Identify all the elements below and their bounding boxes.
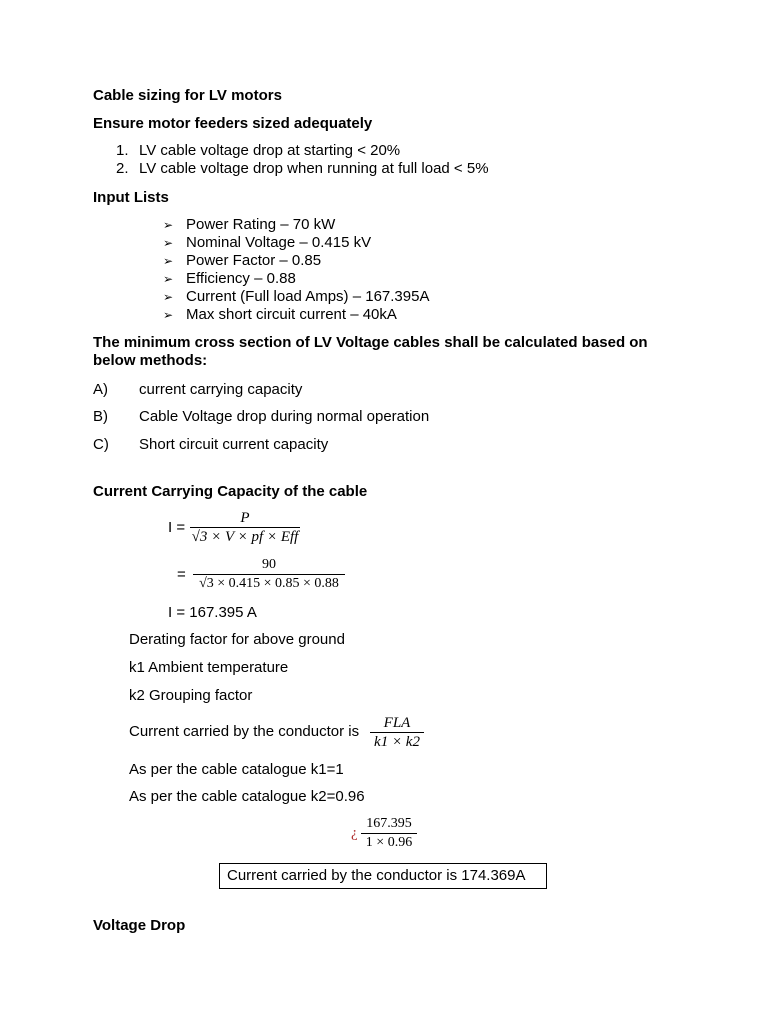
voltage-drop-heading: Voltage Drop [93, 917, 186, 934]
result-box: Current carried by the conductor is 174.369A [219, 863, 547, 889]
criteria-text: LV cable voltage drop when running at full load < 5% [139, 160, 489, 177]
method-letter: A) [93, 381, 108, 398]
input-item-text: Power Rating – 70 kW [186, 216, 336, 233]
fraction-bar [193, 574, 345, 575]
input-item-text: Nominal Voltage – 0.415 kV [186, 234, 372, 251]
formula1-lhs: I = [168, 519, 186, 536]
arrow-bullet-icon: ➢ [163, 290, 174, 304]
arrow-bullet-icon: ➢ [163, 272, 174, 286]
formula2-denominator: √3 × 0.415 × 0.85 × 0.88 [199, 576, 339, 591]
arrow-bullet-icon: ➢ [163, 218, 174, 232]
k2-label: k2 Grouping factor [129, 687, 253, 704]
methods-heading-line2: below methods: [93, 352, 208, 369]
conductor-denominator: k1 × k2 [374, 734, 420, 750]
arrow-bullet-icon: ➢ [163, 254, 174, 268]
formula2-fraction [193, 557, 345, 592]
formula3-denominator: 1 × 0.96 [365, 835, 413, 850]
fraction-bar [361, 833, 417, 834]
input-item-text: Power Factor – 0.85 [186, 252, 322, 269]
formula1-numerator: P [240, 510, 250, 526]
result-current: I = 167.395 A [168, 604, 257, 621]
method-text: Short circuit current capacity [139, 436, 329, 453]
formula2-numerator: 90 [262, 557, 276, 572]
k1-label: k1 Ambient temperature [129, 659, 289, 676]
method-letter: B) [93, 408, 108, 425]
k1-value: As per the cable catalogue k1=1 [129, 761, 344, 778]
fraction-bar [370, 732, 424, 733]
criteria-number: 2. [116, 160, 129, 177]
formula3-numerator: 167.395 [366, 816, 412, 831]
formula1-denominator: √3 × V × pf × Eff [191, 529, 299, 545]
criteria-number: 1. [116, 142, 129, 159]
input-item-text: Max short circuit current – 40kA [186, 306, 397, 323]
derating-heading: Derating factor for above ground [129, 631, 345, 648]
conductor-formula-text: Current carried by the conductor is [129, 723, 360, 740]
k2-value: As per the cable catalogue k2=0.96 [129, 788, 365, 805]
conductor-formula-fraction [370, 715, 424, 750]
formula3-prefix: ¿ [351, 825, 358, 841]
input-lists-heading: Input Lists [93, 189, 169, 206]
methods-heading-line1: The minimum cross section of LV Voltage cables shall be calculated based on [93, 334, 648, 351]
input-item-text: Efficiency – 0.88 [186, 270, 296, 287]
arrow-bullet-icon: ➢ [163, 236, 174, 250]
formula3-fraction [361, 816, 417, 851]
fraction-bar [190, 527, 300, 528]
document-title: Cable sizing for LV motors [93, 87, 282, 104]
formula2-lhs: = [177, 566, 186, 583]
method-text: Cable Voltage drop during normal operation [139, 408, 430, 425]
input-item-text: Current (Full load Amps) – 167.395A [186, 288, 430, 305]
method-text: current carrying capacity [139, 381, 303, 398]
subtitle: Ensure motor feeders sized adequately [93, 115, 373, 132]
formula1-fraction [190, 510, 300, 545]
ccc-heading: Current Carrying Capacity of the cable [93, 483, 368, 500]
criteria-text: LV cable voltage drop at starting < 20% [139, 142, 401, 159]
conductor-numerator: FLA [383, 715, 411, 731]
arrow-bullet-icon: ➢ [163, 308, 174, 322]
method-letter: C) [93, 436, 109, 453]
